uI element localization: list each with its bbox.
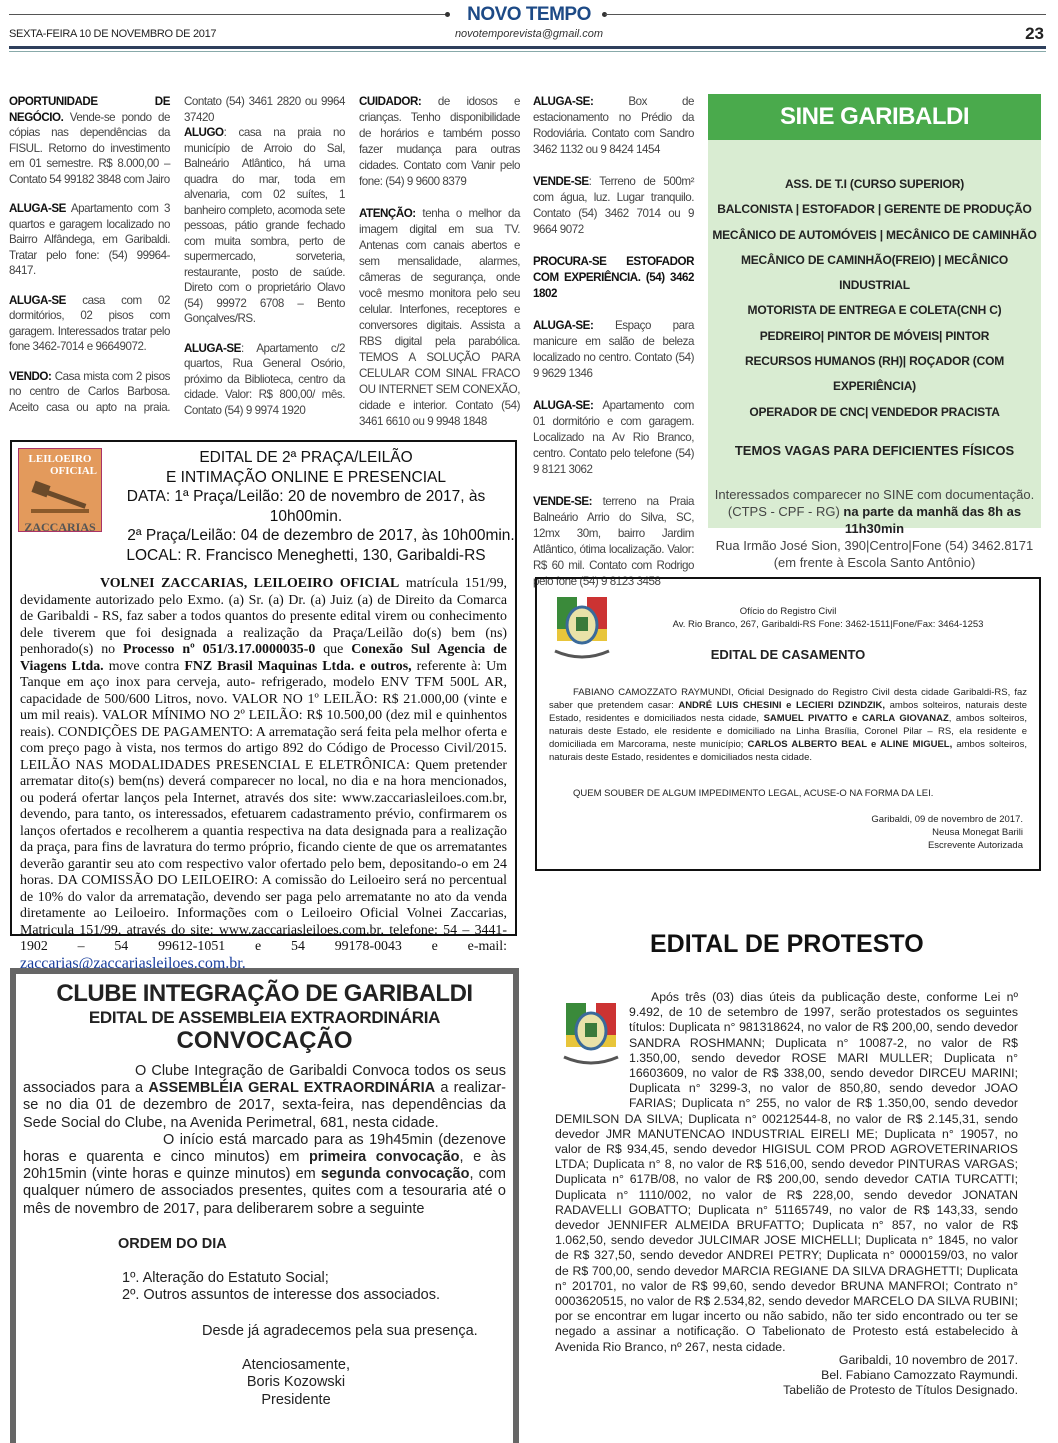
text-run: : Apartamento c/2 quartos, Rua General Osório, próximo da Biblioteca, centro da cidade. Valor: R$ 800,00/ mês. Contato (54) 9 9974 1920 xyxy=(184,341,345,417)
text-run: move contra xyxy=(103,658,185,674)
signer-name: Boris Kozowski xyxy=(246,1374,346,1391)
classifieds-columns-1-2 xyxy=(9,94,345,434)
bold-text: ATENÇÃO: xyxy=(359,207,416,220)
disability-vacancies-note: TEMOS VAGAS PARA DEFICIENTES FÍSICOS xyxy=(734,442,1015,458)
protest-signature xyxy=(783,1353,1018,1399)
bold-text: VOLNEI ZACCARIAS, LEILOEIRO OFICIAL xyxy=(100,576,400,591)
bold-text: ANDRÉ LUIS CHESINI e LECIERI DZINDZIK, xyxy=(678,700,886,711)
text-run: Vende-se pondo de cópias nas dependências da FISUL. Retorno do investimento em 01 semestre. R$ 8.000,00 – Contato 54 99182 3848 com Jairo xyxy=(9,110,170,186)
classified-ad xyxy=(359,206,520,430)
job-item: ASS. DE T.I (CURSO SUPERIOR) xyxy=(784,177,965,191)
issue-date: SEXTA-FEIRA 10 DE NOVEMBRO DE 2017 xyxy=(9,28,217,40)
job-item: PEDREIRO| PINTOR DE MÓVEIS| PINTOR xyxy=(759,328,990,343)
signature-date: Garibaldi, 09 de novembro de 2017. xyxy=(871,814,1023,825)
bold-text: VENDE-SE xyxy=(533,175,589,188)
text-run: referente à: Um Tanque em aço inox para cerveja, auto- refrigerado, modelo ENV TFM 500L AR, capacidade de 500/600 Litros, novo. VALOR NO 1º LEILÃO: R$ 21.000,00 (vinte e um mil reais). VALOR MÍNIMO NO 2º LEILÃO: R$ 10.500,00 (dez mil e quinhentos reais). CONDIÇÕES DE PAGAMENTO: A arrematação será feita pela melhor oferta e com preço pago à vista, nos termos do artigo 892 do Código de Processo Civil/2015. LEILÃO NAS MODALIDADES PRESENCIAL E ELETRÔNICA: Quem pretender arrematar dito(s) bem(ns) deverá comparecer no local, no dia e na hora mencionados, ou poderá ofertar lanços pela Internet, através dos site: www.zaccariasleiloes.com.br, devendo, para tanto, os interessados, efetuarem cadastramento prévio, confirmarem os lanços ofertados e recolherem a quantia respectiva na data designada para a realização da praça, para fins de lavratura do termo próprio, ficando ciente de que os arrematantes deverão garantir seu ato com respectivo valor ofertado pelo bem, depositando-o em 24 horas. DA COMISSÃO DO LEILOEIRO: A comissão do Leiloeiro será no percentual de 10% do valor da arrematação, devendo ser paga pelo arrematante no ato da venda diretamente ao Leiloeiro. Informações com o Leiloeiro Oficial Volnei Zaccarias, Matricula 151/99, através do site: www.zaccariasleiloes.com.br, telefone: 54 – 3441-1902 – 54 99612-1051 e 54 99178-0043 e e-mail: xyxy=(20,658,507,954)
classified-ad xyxy=(533,494,694,590)
classified-ad xyxy=(9,293,170,355)
text-run: Apartamento com 01 dormitório e com garagem. Localizado na Av Rio Branco, centro. Contato pelo telefone (54) 9 8121 3062 xyxy=(533,399,694,476)
classified-ad xyxy=(184,341,345,419)
crest-spacer xyxy=(555,990,629,1098)
signer-name: Bel. Fabiano Camozzato Raymundi. xyxy=(821,1368,1018,1383)
info-line: Rua Irmão José Sion, 390|Centro|Fone (54) 3462.8171 xyxy=(715,537,1034,553)
job-item: MECÂNICO DE CAMINHÃO(FREIO) | MECÂNICO INDUSTRIAL xyxy=(740,252,1009,293)
text-run: O Clube Integração de Garibaldi Convoca todos os seus associados para a xyxy=(23,1063,506,1097)
bold-text: segunda convocação xyxy=(320,1166,470,1183)
signer-name: Neusa Monegat Barili xyxy=(932,827,1023,838)
auction-body xyxy=(20,576,507,973)
classified-ad xyxy=(533,398,694,478)
job-item: RECURSOS HUMANOS (RH)| ROÇADOR (COM EXPERIÊNCIA) xyxy=(744,354,1005,394)
auction-notice xyxy=(10,440,517,972)
logo-text: LEILOEIRO xyxy=(28,453,92,465)
protest-notice-title: EDITAL DE PROTESTO xyxy=(650,930,924,958)
classified-ad xyxy=(9,201,170,279)
job-item: MECÂNICO DE AUTOMÓVEIS | MECÂNICO DE CAMINHÃO xyxy=(712,227,1037,242)
auction-location: LOCAL: R. Francisco Meneghetti, 130, Garibaldi-RS xyxy=(126,546,486,564)
signer-role: Presidente xyxy=(261,1391,331,1408)
bold-text: FNZ Brasil Maquinas Ltda. e outros, xyxy=(184,658,412,674)
agenda-heading: ORDEM DO DIA xyxy=(118,1235,227,1252)
classified-ad xyxy=(184,125,345,327)
text-run: Casa mista com 2 pisos no centro de Carlos Barbosa. Aceito casa ou apto na praia. Contato (54) 3461 2820 ou 9964 37420 xyxy=(9,95,345,414)
bold-text: ALUGA-SE: xyxy=(533,95,594,108)
classifieds-column-4 xyxy=(533,94,694,606)
agenda-item: 2º. Outros assuntos de interesse dos associados. xyxy=(122,1287,441,1304)
text-run: Apartamento com 3 quartos e garagem localizado no Bairro Alfândega, em Garibaldi. Tratar pelo fone: (54) 99964-8417. xyxy=(9,202,170,277)
text-run: Espaço para manicure em salão de beleza localizado no centro. Contato (54) 9 9629 1346 xyxy=(533,319,694,380)
contact-email: novotemporevista@gmail.com xyxy=(454,28,604,40)
info-line: Interessados comparecer no SINE com documentação. xyxy=(714,486,1035,502)
notice-title: EDITAL DE CASAMENTO xyxy=(710,647,866,662)
sine-title: SINE GARIBALDI xyxy=(708,94,1041,140)
protest-notice-body xyxy=(555,990,1018,1355)
text-run: : casa na praia no município de Arroio do Sal, Balneário Atlântico, há uma quadra do mar, toda em alvenaria, com 02 suítes, 1 banheiro completo, acomoda sete pessoas, pátio grande fechado com muita sombra, perto de supermercado, sorveteria, restaurante, posto de saúde. Direto com o proprietário Olavo (54) 99972 6708 – Bento Gonçalves/RS. xyxy=(184,126,345,325)
convocation-heading: CONVOCAÇÃO xyxy=(176,1027,353,1054)
text-run: casa com 02 dormitórios, 02 pisos com garagem. Interessados tratar pelo fone 3462-7014 e 96649072. xyxy=(9,293,170,353)
text-run: : Terreno de 500m² com água, luz. Lugar tranquilo. Contato (54) 3462 7014 ou 9 9664 9072 xyxy=(533,175,694,236)
first-auction-date: DATA: 1ª Praça/Leilão: 20 de novembro de 2017, às 10h00min. xyxy=(126,488,486,525)
hours: na parte da manhã das 8h as 11h30min xyxy=(843,503,1022,536)
info-line: (em frente à Escola Santo Antônio) xyxy=(773,554,976,570)
header-divider-thin xyxy=(9,51,1046,52)
text-run: terreno na Praia Balneário Arrio do Silva, SC, 12mx 30m, bairro Jardim Atlântico, ótima localização. Valor: R$ 60 mil. Contato com Rodrigo pelo fone (54) 9 8123 3458 xyxy=(533,495,694,588)
office-name: Ofício do Registro Civil xyxy=(739,606,837,617)
agenda-item: 1º. Alteração do Estatuto Social; xyxy=(122,1269,329,1286)
leiloeiro-logo xyxy=(18,448,102,532)
text-run: , e às 20h15min (vinte horas e quinze minutos) em xyxy=(23,1149,506,1183)
bold-text: ALUGA-SE: xyxy=(533,399,594,412)
logo-text: ZACCARIAS xyxy=(24,520,96,534)
text-run: ambos solteiros, naturais deste Estado, residentes e domiciliados nesta cidade. xyxy=(549,739,1027,763)
auctioneer-email-link[interactable]: zaccarias@zaccariasleiloes.com.br. xyxy=(20,954,246,972)
auction-header xyxy=(97,448,515,565)
job-item: BALCONISTA | ESTOFADOR | GERENTE DE PRODUÇÃO xyxy=(717,202,1032,217)
bold-text: ALUGA-SE xyxy=(9,202,66,215)
header-divider xyxy=(9,46,1046,49)
sine-contact-info xyxy=(708,486,1041,571)
signer-role: Escrevente Autorizada xyxy=(927,840,1023,851)
bold-text: Processo nº 051/3.17.0000035-0 xyxy=(123,642,316,657)
classified-ad xyxy=(533,94,694,158)
text-run: , ambos solteiros, naturais deste Estado, ele residente e domiciliado na Linha Brasília, Coronel Pilar – RS, ela residente e domiciliada em Marcorama, neste município; xyxy=(549,713,1027,750)
schedule-paragraph xyxy=(16,1132,513,1218)
info-line xyxy=(708,503,1041,537)
classifieds-column-2 xyxy=(184,125,345,418)
text-run: a realizar-se no dia 01 de dezembro de 2017, sexta-feira, nas dependências da Sede Social do Clube, na Avenida Perimetral, 681, nesta cidade. xyxy=(23,1080,506,1131)
notice-subtitle: E INTIMAÇÃO ONLINE E PRESENCIAL xyxy=(166,468,446,486)
club-assembly-notice xyxy=(10,968,519,1443)
newspaper-title: NOVO TEMPO xyxy=(467,4,591,25)
classified-ad xyxy=(359,94,520,190)
text-run: FABIANO CAMOZZATO RAYMUNDI, Oficial Designado do Registro Civil desta cidade Garibaldi-RS, faz saber que pretendem casar: xyxy=(549,687,1027,711)
office-address: Av. Rio Branco, 267, Garibaldi-RS Fone: 3462-1511|Fone/Fax: 3464-1253 xyxy=(672,619,984,630)
text-run: , com qualquer número de associados presentes, quites com a tesouraria até o mês de novembro de 2017, para deliberarem sobre a seguinte xyxy=(23,1166,507,1217)
notice-subtitle: EDITAL DE ASSEMBLEIA EXTRAORDINÁRIA xyxy=(88,1008,441,1027)
bold-text: ALUGA-SE: xyxy=(533,319,594,332)
signature-block xyxy=(871,813,1023,852)
classified-ad xyxy=(533,174,694,238)
classifieds-column-3 xyxy=(359,94,520,446)
bold-text: Conexão Sul Agencia de Viagens Ltda. xyxy=(20,642,507,674)
text-run: tenha o melhor da imagem digital em sua TV. Antenas com canais abertos e sem mensalidade, alarmes, câmeras de segurança, onde você mesmo monitora pelo seu celular. Interfones, receptores e conversores digitais. Assista a RBS digital pela parabólica. TEMOS A SOLUÇÃO PARA CELULAR COM SINAL FRACO OU INTERNET SEM CONEXÃO, cidade e interior. Contato (54) 3461 6610 ou 9 9948 1848 xyxy=(359,207,520,428)
thanks-note: Desde já agradecemos pela sua presença. xyxy=(202,1322,478,1339)
job-item: MOTORISTA DE ENTREGA E COLETA(CNH C) xyxy=(747,303,1002,318)
signature-date: Garibaldi, 10 novembro de 2017. xyxy=(838,1353,1018,1367)
registry-office xyxy=(537,605,1039,631)
impediment-note: QUEM SOUBER DE ALGUM IMPEDIMENTO LEGAL, ACUSE-O NA FORMA DA LEI. xyxy=(573,788,934,799)
bold-text: primeira convocação xyxy=(308,1149,460,1166)
auction-text xyxy=(20,576,507,954)
bold-text: CUIDADOR: xyxy=(359,95,422,108)
signer-role: Tabelião de Protesto de Títulos Designado. xyxy=(783,1383,1018,1398)
text-run: matrícula 151/99, devidamente autorizado pelo Exmo. (a) Sr. (a) Dr. (a) Juiz (a) de Direito da Comarca de Garibaldi - RS, faz saber a todos quantos do presente edital virem ou conhecimento dele tiverem que foi designada a realização da Praça/Leilão do(s) bem (ns) penhorado(s) no xyxy=(20,576,507,657)
page-number: 23 xyxy=(1025,24,1044,43)
classified-ad xyxy=(9,94,170,187)
notice-text xyxy=(549,687,1027,763)
bold-text: VENDE-SE: xyxy=(533,495,593,508)
bold-text: ALUGA-SE xyxy=(184,341,241,355)
closing: Atenciosamente, xyxy=(241,1356,350,1373)
bold-text: OPORTUNIDADE DE NEGÓCIO. xyxy=(9,95,170,124)
gavel-icon xyxy=(25,477,95,517)
marriage-notice-body xyxy=(549,686,1027,764)
classified-ad xyxy=(533,318,694,382)
bold-text: ALUGO xyxy=(184,126,224,139)
notice-title: EDITAL DE 2ª PRAÇA/LEILÃO xyxy=(199,449,413,466)
bold-text: ALUGA-SE xyxy=(9,293,66,307)
text-run: Box de estacionamento no Prédio da Rodoviária. Contato com Sandro 3462 1132 ou 9 8424 1454 xyxy=(533,95,694,156)
sine-garibaldi-ad xyxy=(708,94,1041,570)
protest-text: Após três (03) dias úteis da publicação deste, conforme Lei nº 9.492, de 10 de setembro de 1997, serão protestados os seguintes títulos: Duplicata n° 981318624, no valor de R$ 200,00, sendo devedor SANDRA ROSHMANN; Duplicata n° 10087-2, no valor de R$ 1.350,00, sendo devedor ROSE MARI MULLER; Duplicata n° 16603609, no valor de R$ 338,00, sendo devedor DIRCEU MARINI; Duplicata n° 3299-3, no valor de 850,80, sendo devedor JOAO FARIAS; Duplicata n° 255, no valor de R$ 1.350,00, sendo devedor DEMILSON DA SILVA; Duplicata n° 00212544-8, no valor de R$ 2.145,31, sendo devedor JMR MANUTENCAO INDUSTRIAL EIRELI ME; Duplicata n° 19057, no valor de R$ 934,45, sendo devedor HIGISUL COM PROD AGROVETERINARIOS LTDA; Duplicata n° 8, no valor de R$ 516,00, sendo devedor PINTURAS VARGAS; Duplicata n° 617B/08, no valor de R$ 200,00, sendo devedor CATIA TURCATTI; Duplicata n° 1110/002, no valor de R$ 228,00, sendo devedor JONATAN RADAVELLI GOBATTO; Duplicata n° 51165749, no valor de R$ 143,33, sendo devedor JENNIFER ALMEIDA BRUFATTO; Duplicata n° 857, no valor de R$ 1.062,50, sendo devedor JULCIMAR JOSE MICHELLI; Duplicata n° 1845, no valor de R$ 327,50, sendo devedor ANDREI PETRY; Duplicata n° 0000159/03, no valor de R$ 700,00, sendo devedor MARCIA REGIANE DA SILVA DRAGHETTI; Duplicata n° 201701, no valor de R$ 99,60, sendo devedor BRUNA MANFROI; Contrato n° 0003620515, no valor de R$ 2.534,82, sendo devedor MARCELO DA SILVA RUBINI; por se encontrar em lugar incerto ou não sabido, não ter sido encontrado ou ter se negado a assinar a notificação. O Tabelionato de Protesto está estabelecido à Avenida Rio Branco, nº 267, nesta cidade. xyxy=(555,990,1019,1354)
second-auction-date: 2ª Praça/Leilão: 04 de dezembro de 2017, às 10h00min. xyxy=(127,527,515,544)
text-run: O início está marcado para as 19h45min (dezenove horas e quarenta e cinco minutos) em xyxy=(23,1131,506,1166)
club-signature xyxy=(196,1357,396,1410)
club-name: CLUBE INTEGRAÇÃO DE GARIBALDI xyxy=(56,980,473,1007)
job-list xyxy=(708,172,1041,425)
text-run: ambos solteiros, naturais deste Estado, residentes e domiciliados nesta cidade, xyxy=(549,700,1028,724)
bold-text: VENDO: xyxy=(9,369,52,383)
bold-text: PROCURA-SE ESTOFADOR COM EXPERIÊNCIA. (54) 3462 1802 xyxy=(533,255,694,300)
documents: (CTPS - CPF - RG) xyxy=(727,503,844,519)
bold-text: CARLOS ALBERTO BEAL e ALINE MIGUEL, xyxy=(747,739,953,750)
bold-text: ASSEMBLÉIA GERAL EXTRAORDINÁRIA xyxy=(148,1080,436,1097)
text-run: de idosos e crianças. Tenho disponibilidade de horários e também posso fazer mudança para outras cidades. Contato com Vanir pelo fone: (54) 9 9600 8379 xyxy=(359,95,520,188)
bold-text: SAMUEL PIVATTO e CARLA GIOVANAZ xyxy=(763,713,949,724)
job-item: OPERADOR DE CNC| VENDEDOR PRACISTA xyxy=(749,404,1000,419)
classified-ad xyxy=(533,254,694,302)
logo-text: OFICIAL xyxy=(49,465,97,477)
text-run: que xyxy=(315,642,352,657)
marriage-notice xyxy=(535,577,1041,871)
convocation-paragraph xyxy=(16,1063,513,1132)
